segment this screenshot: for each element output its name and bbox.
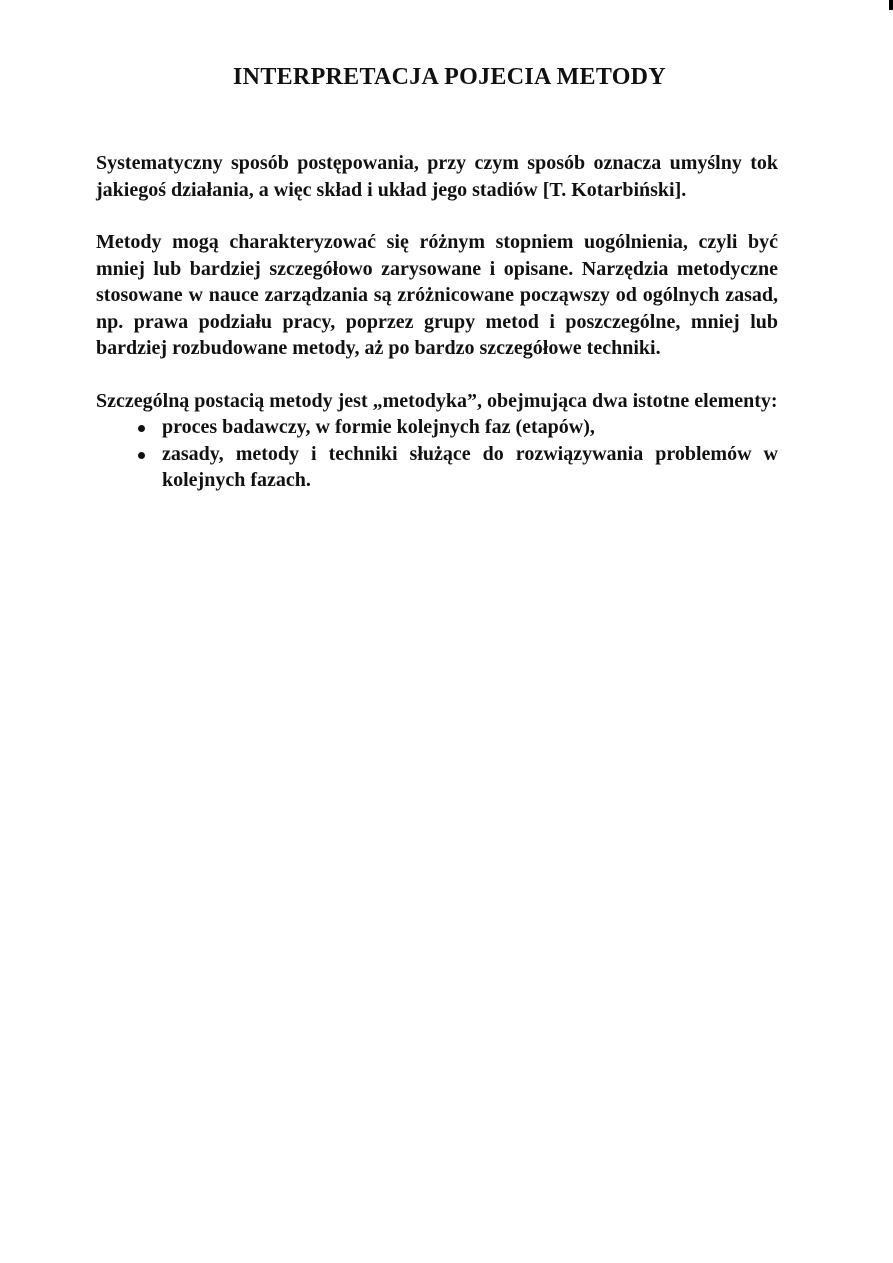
document-body xyxy=(96,150,778,494)
methodology-elements-list xyxy=(96,414,778,494)
list-item-text: proces badawczy, w formie kolejnych faz (etapów), xyxy=(162,416,595,438)
paragraph-definition: Systematyczny sposób postępowania, przy czym sposób oznacza umyślny tok jakiegoś działania, a więc skład i układ jego stadiów [T. Kotarbiński]. xyxy=(96,152,778,201)
list-item-text: zasady, metody i techniki służące do rozwiązywania problemów w kolejnych fazach. xyxy=(162,442,778,491)
bullet-icon xyxy=(138,452,145,459)
scan-corner-mark xyxy=(889,0,893,10)
page-title: INTERPRETACJA POJECIA METODY xyxy=(233,64,666,90)
list-item xyxy=(96,414,778,441)
paragraph-generalization: Metody mogą charakteryzować się różnym stopniem uogólnienia, czyli być mniej lub bardziej szczegółowo zarysowane i opisane. Narzędzia metodyczne stosowane w nauce zarządzania są zróżnicowane począwszy od ogólnych zasad, np. prawa podziału pracy, poprzez grupy metod i poszczególne, mniej lub bardziej rozbudowane metody, aż po bardzo szczegółowe techniki. xyxy=(96,231,778,359)
paragraph-methodology: Szczególną postacią metody jest „metodyka”, obejmująca dwa istotne elementy: xyxy=(96,389,778,412)
bullet-icon xyxy=(138,425,145,432)
list-item xyxy=(96,441,778,494)
